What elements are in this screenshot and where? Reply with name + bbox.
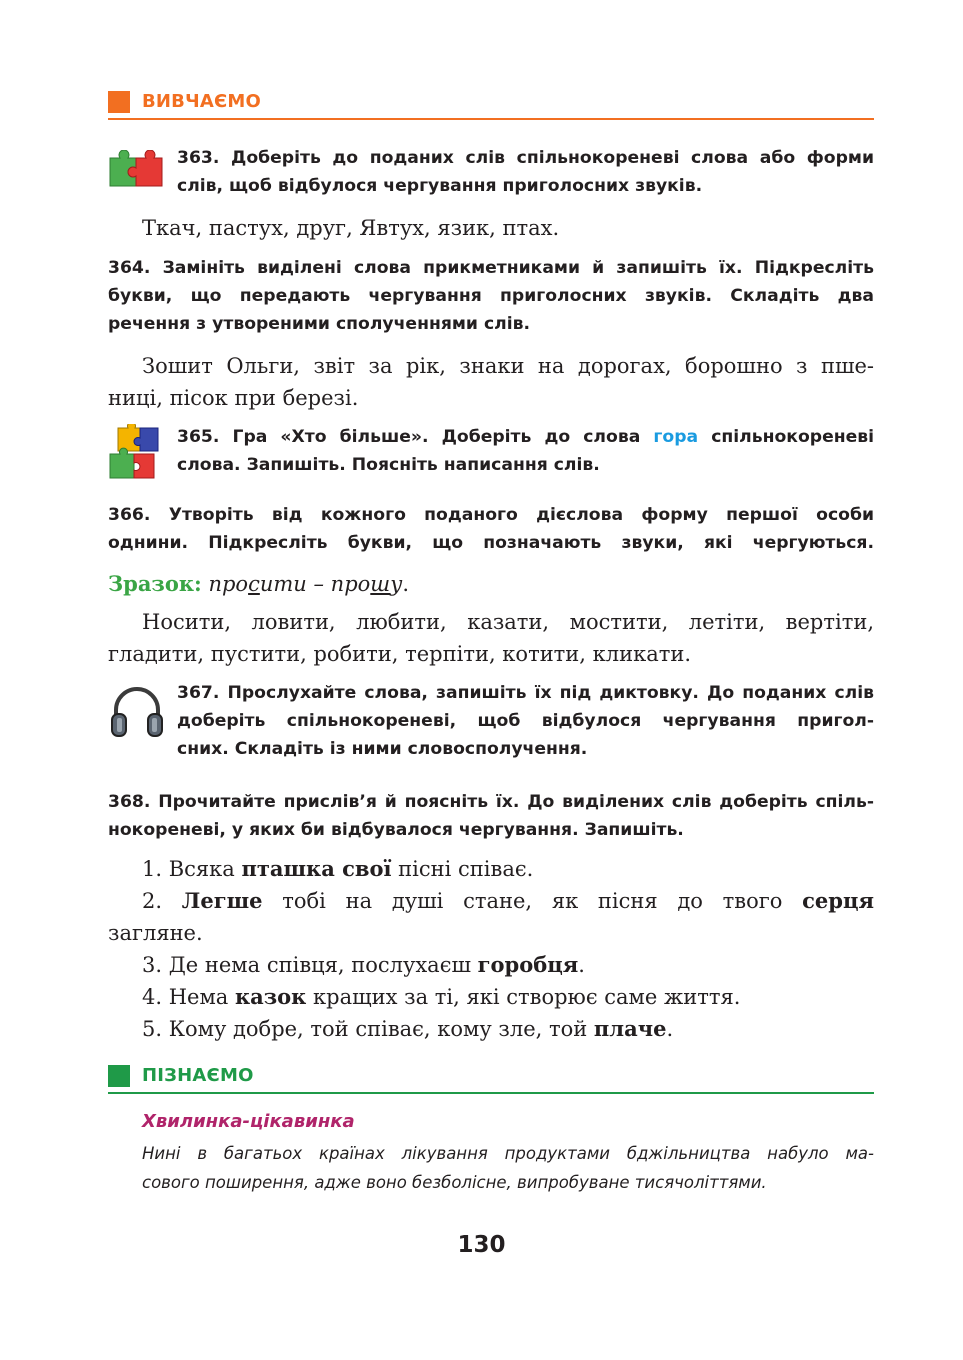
task-366-sample: Зразок: просити – прошу. <box>108 571 410 596</box>
task-368-proverbs <box>108 853 874 1045</box>
task-367-heading: 367. Прослухайте слова, запишіть їх під диктовку. До поданих слів доберіть спільнокореневі, щоб відбулося чергування пригол- сних. Складіть із ними словосполучення. <box>177 683 874 759</box>
section-rule <box>108 118 874 120</box>
section-title: ПІЗНАЄМО <box>142 1065 254 1086</box>
task-368-heading: 368. Прочитайте прислів’я й поясніть їх. До виділених слів доберіть спіль- нокореневі, у яких би відбувалося чергування. Запишіть. <box>108 792 874 840</box>
sample-label: Зразок: <box>108 571 202 596</box>
orange-square-marker <box>108 91 130 113</box>
puzzle-icon <box>108 424 166 486</box>
proverb-1: 1. Всяка пташка свої пісні співає. <box>142 856 534 881</box>
section-title: ВИВЧАЄМО <box>142 91 262 112</box>
task-366-verbs: Носити, ловити, любити, казати, мостити, летіти, вертіти, гладити, пустити, робити, терпіти, котити, кликати. <box>108 610 874 666</box>
proverb-2: 2. Легше тобі на душі стане, як пісня до твого серця <box>142 888 874 913</box>
task-363-words: Ткач, пастух, друг, Явтух, язик, птах. <box>142 216 560 240</box>
fact-title: Хвилинка-цікавинка <box>142 1111 355 1132</box>
proverb-5: 5. Кому добре, той співає, кому зле, той плаче. <box>142 1016 674 1041</box>
headphones-icon <box>108 682 166 744</box>
fact-text: Нині в багатьох країнах лікування продуктами бджільництва набуло ма- сового поширення, адже воно безболісне, випробуване тисячоліттями. <box>142 1144 874 1192</box>
proverb-3: 3. Де нема співця, послухаєш горобця. <box>142 952 585 977</box>
task-364-heading: 364. Замініть виділені слова прикметниками й запишіть їх. Підкресліть букви, що передають чергування приголосних звуків. Складіть два речення з утвореними сполученнями слів. <box>108 258 874 334</box>
task-366-heading: 366. Утворіть від кожного поданого дієслова форму першої особи однини. Підкресліть букви, що позначають звуки, які чергуються. <box>108 505 874 553</box>
highlighted-word: гора <box>653 427 699 447</box>
task-364-text: Зошит Ольги, звіт за рік, знаки на дорогах, борошно з пше- ниці, пісок при березі. <box>108 354 874 410</box>
proverb-2-cont: загляне. <box>108 921 203 945</box>
section-rule <box>108 1092 874 1094</box>
page-number: 130 <box>457 1232 506 1258</box>
task-365-heading: 365. Гра «Хто більше». Доберіть до слова гора спільнокореневі слова. Запишіть. Поясніть написання слів. <box>177 427 875 475</box>
proverb-4: 4. Нема казок кращих за ті, які створює саме життя. <box>142 984 741 1009</box>
task-363-heading: 363. Доберіть до поданих слів спільнокореневі слова або форми слів, щоб відбулося чергування приголосних звуків. <box>177 148 874 196</box>
puzzle-icon <box>108 150 166 196</box>
green-square-marker <box>108 1065 130 1087</box>
